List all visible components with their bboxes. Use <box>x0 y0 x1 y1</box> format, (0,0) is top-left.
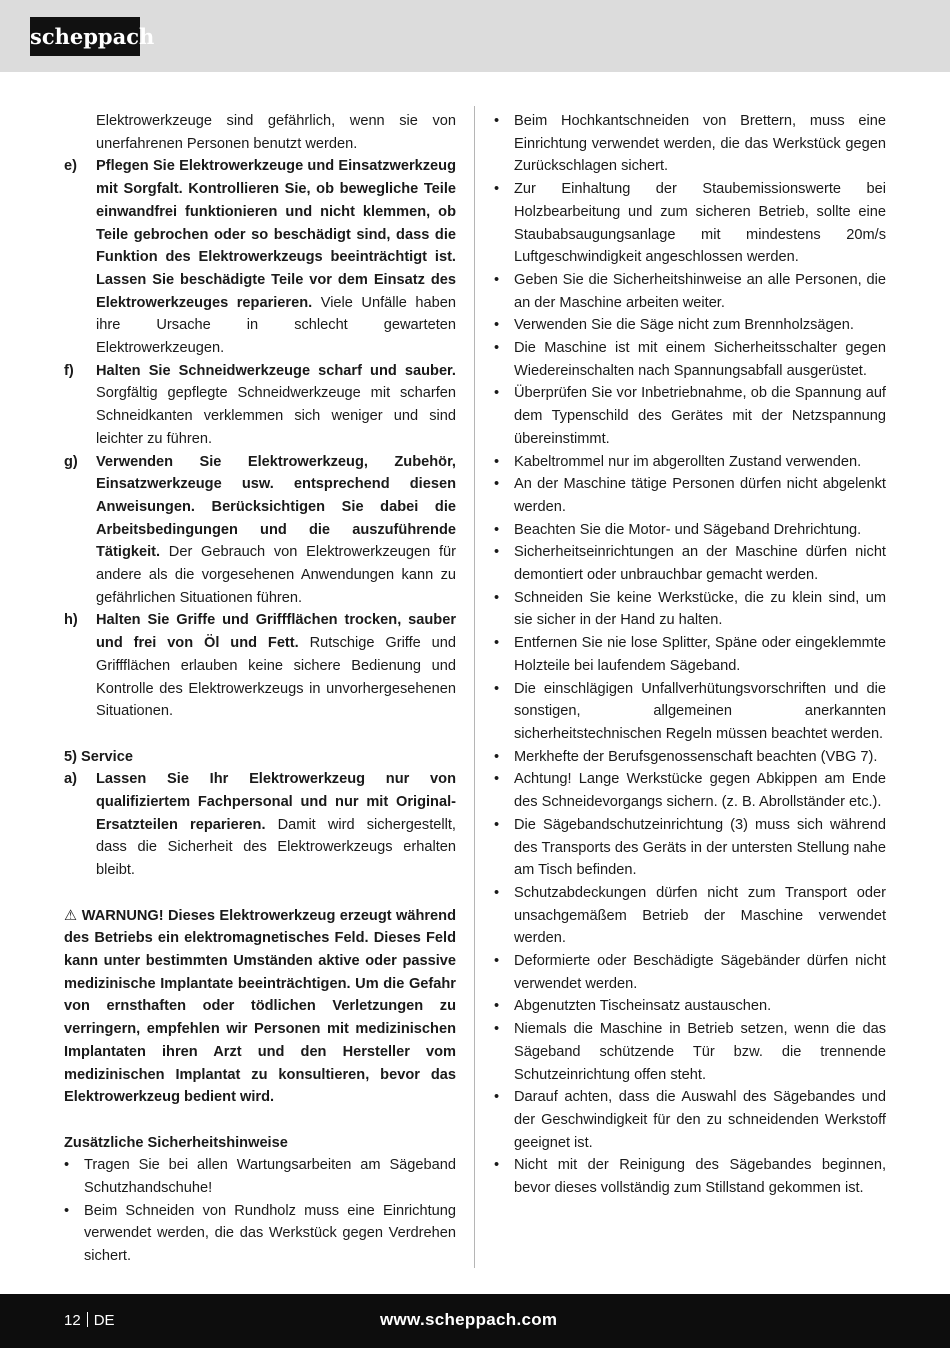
list-item <box>64 1154 456 1199</box>
bullet-icon: • <box>494 771 500 788</box>
item-e <box>64 155 456 359</box>
item-label: h) <box>64 612 78 629</box>
left-bullet-list <box>64 1154 456 1268</box>
list-item <box>494 768 886 813</box>
bullet-icon: • <box>494 1021 500 1038</box>
bullet-icon: • <box>494 635 500 652</box>
list-item-text: Sicherheitseinrichtungen an der Maschine dürfen nicht demontiert oder unbrauchbar gemacht werden. <box>514 544 886 584</box>
list-item <box>494 110 886 178</box>
item-plain-text: Rutschige Griffe und Griffflächen erlauben keine sichere Bedienung und Kontrolle des Elektrowerkzeugs in unvorhergesehenen Situationen. <box>96 635 456 720</box>
item-bold-text: Verwenden Sie Elektrowerkzeug, Zubehör, Einsatzwerkzeuge usw. entsprechend diesen Anweisungen. Berücksichtigen Sie dabei die Arbeitsbedingungen und die auszuführende Tätigkeit. <box>96 453 456 561</box>
bullet-icon: • <box>494 998 500 1015</box>
list-item-text: Entfernen Sie nie lose Splitter, Späne oder eingeklemmte Holzteile bei laufendem Sägeband. <box>514 635 886 674</box>
bullet-icon: • <box>64 1202 70 1219</box>
page-header <box>0 0 950 72</box>
item-g <box>64 451 456 610</box>
bullet-icon: • <box>494 884 500 901</box>
list-item <box>494 1154 886 1199</box>
bullet-icon: • <box>494 589 500 606</box>
list-item-text: Schneiden Sie keine Werkstücke, die zu klein sind, um sie sicher in der Hand zu halten. <box>514 589 886 629</box>
list-item-text: Deformierte oder Beschädigte Sägebänder dürfen nicht verwendet werden. <box>514 953 886 992</box>
bullet-icon: • <box>494 521 500 538</box>
list-item <box>494 587 886 632</box>
extra-safety-heading: Zusätzliche Sicherheitshinweise <box>64 1134 288 1151</box>
bullet-icon: • <box>494 748 500 765</box>
list-item-text: Nicht mit der Reinigung des Sägebandes beginnen, bevor dieses vollständig zum Stillstand gekommen ist. <box>514 1157 886 1197</box>
list-item-text: Merkhefte der Berufsgenossenschaft beachten (VBG 7). <box>514 748 878 765</box>
bullet-icon: • <box>494 340 500 357</box>
list-item <box>494 882 886 950</box>
list-item <box>494 382 886 450</box>
item-label: f) <box>64 362 74 379</box>
list-item-text: Tragen Sie bei allen Wartungsarbeiten am Sägeband Schutzhandschuhe! <box>84 1157 456 1196</box>
item-label: g) <box>64 453 78 470</box>
bullet-icon: • <box>494 953 500 970</box>
list-item-text: Beachten Sie die Motor- und Sägeband Drehrichtung. <box>514 521 862 538</box>
item-text <box>96 768 456 882</box>
list-item-text: Achtung! Lange Werkstücke gegen Abkippen am Ende des Schneidevorgangs sichern. (z. B. Abrollständer etc.). <box>514 771 886 811</box>
list-item-text: Überprüfen Sie vor Inbetriebnahme, ob die Spannung auf dem Typenschild des Gerätes mit der Netzspannung übereinstimmt. <box>514 385 886 447</box>
bullet-icon: • <box>494 1157 500 1174</box>
column-divider <box>474 106 475 1268</box>
brand-logo: scheppach <box>30 17 140 56</box>
page-number: 12 <box>64 1312 81 1329</box>
item-text <box>96 609 456 723</box>
item-label: e) <box>64 158 77 175</box>
bullet-icon: • <box>494 453 500 470</box>
item-bold-text: Halten Sie Griffe und Griffflächen trocken, sauber und frei von Öl und Fett. <box>96 612 456 652</box>
item-plain-text: Viele Unfälle haben ihre Ursache in schlecht gewarteten Elektrowerkzeugen. <box>96 294 456 357</box>
list-item <box>494 473 886 518</box>
intro-paragraph: Elektrowerkzeuge sind gefährlich, wenn sie von unerfahrenen Personen benutzt werden. <box>96 113 456 152</box>
list-item <box>494 678 886 746</box>
bullet-icon: • <box>494 113 500 129</box>
bullet-icon: • <box>494 271 500 288</box>
list-item-text: Abgenutzten Tischeinsatz austauschen. <box>514 998 772 1015</box>
list-item <box>494 746 886 769</box>
item-text <box>96 155 456 359</box>
list-item-text: Darauf achten, dass die Auswahl des Sägebandes und der Geschwindigkeit für den zu schneidenden Werkstoff geeignet ist. <box>514 1089 886 1151</box>
bullet-icon: • <box>494 181 500 198</box>
service-heading: 5) Service <box>64 748 133 765</box>
list-item-text: Beim Schneiden von Rundholz muss eine Einrichtung verwendet werden, die das Werkstück gegen Verdrehen sichert. <box>84 1202 456 1265</box>
list-item-text: Die Sägebandschutzeinrichtung (3) muss sich während des Transports des Geräts in der untersten Stellung nahe am Tisch befinden. <box>514 816 886 879</box>
item-text <box>96 360 456 451</box>
list-item-text: Niemals die Maschine in Betrieb setzen, wenn die das Sägeband schützende Tür bzw. die trennende Schutzeinrichtung offen steht. <box>514 1021 886 1083</box>
bullet-icon: • <box>64 1157 70 1174</box>
list-item <box>494 632 886 677</box>
list-item <box>494 541 886 586</box>
item-plain-text: Der Gebrauch von Elektrowerkzeugen für andere als die vorgesehenen Anwendungen kann zu gefährlichen Situationen führen. <box>96 544 456 606</box>
warning-text: WARNUNG! Dieses Elektrowerkzeug erzeugt während des Betriebs ein elektromagnetisches Feld. Dieses Feld kann unter bestimmten Umständen aktive oder passive medizinische Implantate beeinträchtigen. Um die Gefahr von ernsthaften oder tödlichen Verletzungen zu verringern, empfehlen wir Personen mit medizinischen Implantaten ihren Arzt und den Hersteller vom medizinischen Implantat zu konsultieren, bevor das Elektrowerkzeug bedient wird. <box>64 907 456 1106</box>
page-footer <box>0 1294 950 1348</box>
item-f <box>64 360 456 451</box>
warning-paragraph <box>64 905 456 1109</box>
list-item-text: Geben Sie die Sicherheitshinweise an alle Personen, die an der Maschine arbeiten weiter. <box>514 271 886 311</box>
list-item <box>494 519 886 542</box>
item-bold-text: Lassen Sie Ihr Elektrowerkzeug nur von qualifiziertem Fachpersonal und nur mit Original-Ersatzteilen reparieren. <box>96 771 456 833</box>
list-item <box>494 814 886 882</box>
list-item-text: Verwenden Sie die Säge nicht zum Brennholzsägen. <box>514 317 854 334</box>
list-item <box>494 1086 886 1154</box>
bullet-icon: • <box>494 680 500 697</box>
list-item-text: Kabeltrommel nur im abgerollten Zustand verwenden. <box>514 453 862 470</box>
service-item-a <box>64 768 456 882</box>
list-item <box>494 314 886 337</box>
list-item-text: Zur Einhaltung der Staubemissionswerte bei Holzbearbeitung und zum sicheren Betrieb, sollte eine Staubabsaugungsanlage mit mindestens 20m/s Luftgeschwindigkeit angeschlossen werden. <box>514 181 886 266</box>
list-item-text: Schutzabdeckungen dürfen nicht zum Transport oder unsachgemäßem Betrieb der Maschine verwendet werden. <box>514 884 886 947</box>
list-item <box>494 1018 886 1086</box>
item-plain-text: Damit wird sichergestellt, dass die Sicherheit des Elektrowerkzeugs erhalten bleibt. <box>96 816 456 879</box>
bullet-icon: • <box>494 816 500 833</box>
page-number-area <box>64 1311 115 1331</box>
bullet-icon: • <box>494 1089 500 1106</box>
warning-icon: ⚠ <box>64 907 78 924</box>
item-plain-text: Sorgfältig gepflegte Schneidwerkzeuge mit scharfen Schneidkanten verklemmen sich weniger und sind leichter zu führen. <box>96 385 456 447</box>
list-item <box>494 337 886 382</box>
list-item <box>494 178 886 269</box>
list-item-text: Die einschlägigen Unfallverhütungsvorschriften und die sonstigen, allgemeinen anerkannten sicherheitstechnischen Regeln müssen beachtet werden. <box>514 680 886 742</box>
item-text <box>96 451 456 610</box>
right-bullet-list <box>494 110 886 1200</box>
bullet-icon: • <box>494 385 500 402</box>
bullet-icon: • <box>494 317 500 334</box>
list-item-text: An der Maschine tätige Personen dürfen nicht abgelenkt werden. <box>514 476 886 515</box>
page-separator <box>87 1312 88 1327</box>
list-item <box>494 451 886 474</box>
list-item-text: Beim Hochkantschneiden von Brettern, muss eine Einrichtung verwendet werden, die das Werkstück gegen Zurückschlagen sichert. <box>514 113 886 175</box>
right-column <box>494 110 886 1200</box>
list-item <box>64 1200 456 1268</box>
item-bold-text: Halten Sie Schneidwerkzeuge scharf und sauber. <box>96 362 456 379</box>
list-item-text: Die Maschine ist mit einem Sicherheitsschalter gegen Wiedereinschalten nach Spannungsabfall ausgerüstet. <box>514 340 886 379</box>
item-h <box>64 609 456 723</box>
language-code: DE <box>93 1312 115 1329</box>
list-item <box>494 269 886 314</box>
website-url: www.scheppach.com <box>380 1310 558 1329</box>
list-item <box>494 995 886 1018</box>
left-column <box>64 110 456 1268</box>
list-item <box>494 950 886 995</box>
item-bold-text: Pflegen Sie Elektrowerkzeuge und Einsatzwerkzeug mit Sorgfalt. Kontrollieren Sie, ob bewegliche Teile einwandfrei funktionieren und nicht klemmen, ob Teile gebrochen oder so beschädigt sind, dass die Funktion des Elektrowerkzeugs beeinträchtigt ist. Lassen Sie beschädigte Teile vor dem Einsatz des Elektrowerkzeuges reparieren. <box>96 158 456 311</box>
bullet-icon: • <box>494 476 500 493</box>
bullet-icon: • <box>494 544 500 561</box>
item-label: a) <box>64 771 77 788</box>
